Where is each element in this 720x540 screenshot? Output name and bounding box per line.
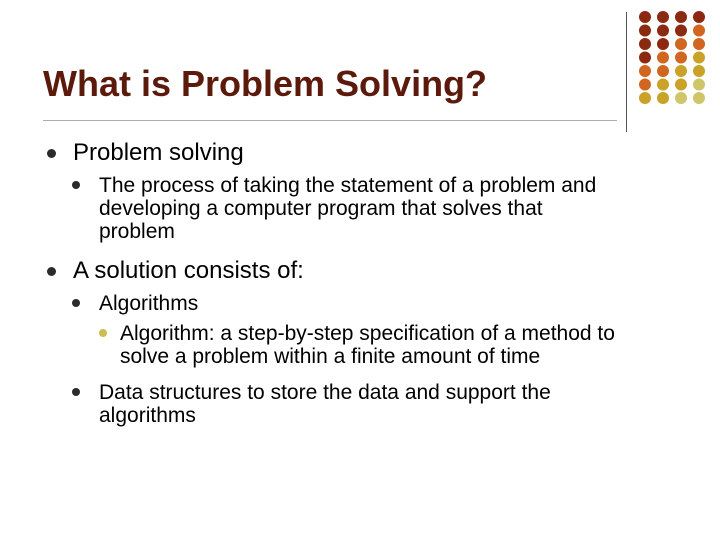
bullet-algorithms: Algorithms bbox=[99, 292, 199, 315]
slide-title: What is Problem Solving? bbox=[43, 63, 488, 104]
decorative-dot bbox=[657, 25, 669, 37]
decorative-dot bbox=[675, 25, 687, 37]
decorative-dot bbox=[639, 65, 651, 77]
decorative-dot bbox=[639, 38, 651, 50]
decorative-dot bbox=[657, 38, 669, 50]
decorative-dot bbox=[639, 79, 651, 91]
decorative-dot bbox=[639, 92, 651, 104]
decorative-dot bbox=[639, 52, 651, 64]
decorative-dot bbox=[657, 52, 669, 64]
bullet-icon bbox=[47, 149, 56, 158]
title-underline bbox=[43, 120, 617, 121]
decorative-dot bbox=[657, 79, 669, 91]
bullet-icon bbox=[99, 329, 107, 337]
bullet-icon bbox=[47, 267, 56, 276]
decorative-dot bbox=[675, 11, 687, 23]
decorative-dot bbox=[693, 79, 705, 91]
decorative-dot bbox=[675, 92, 687, 104]
decorative-dot bbox=[675, 52, 687, 64]
decorative-dot bbox=[675, 65, 687, 77]
vertical-divider bbox=[626, 12, 627, 132]
decorative-dot bbox=[657, 65, 669, 77]
decorative-dot bbox=[693, 65, 705, 77]
bullet-icon bbox=[72, 388, 80, 396]
decorative-dot bbox=[693, 25, 705, 37]
bullet-data-structures: Data structures to store the data and support the algorithms bbox=[99, 381, 551, 427]
decorative-dot bbox=[693, 38, 705, 50]
bullet-algorithm-definition: Algorithm: a step-by-step specification of a method to solve a problem within a finite amount of time bbox=[120, 322, 615, 368]
decorative-dot-grid bbox=[638, 10, 718, 105]
decorative-dot bbox=[675, 38, 687, 50]
bullet-icon bbox=[72, 181, 80, 189]
bullet-problem-solving: Problem solving bbox=[73, 139, 244, 166]
decorative-dot bbox=[639, 25, 651, 37]
bullet-process-description: The process of taking the statement of a problem and developing a computer program that solves that problem bbox=[99, 174, 597, 243]
bullet-solution-consists: A solution consists of: bbox=[73, 257, 304, 284]
decorative-dot bbox=[657, 92, 669, 104]
decorative-dot bbox=[639, 11, 651, 23]
decorative-dot bbox=[675, 79, 687, 91]
bullet-icon bbox=[72, 299, 80, 307]
decorative-dot bbox=[693, 52, 705, 64]
decorative-dot bbox=[693, 92, 705, 104]
decorative-dot bbox=[657, 11, 669, 23]
decorative-dot bbox=[693, 11, 705, 23]
